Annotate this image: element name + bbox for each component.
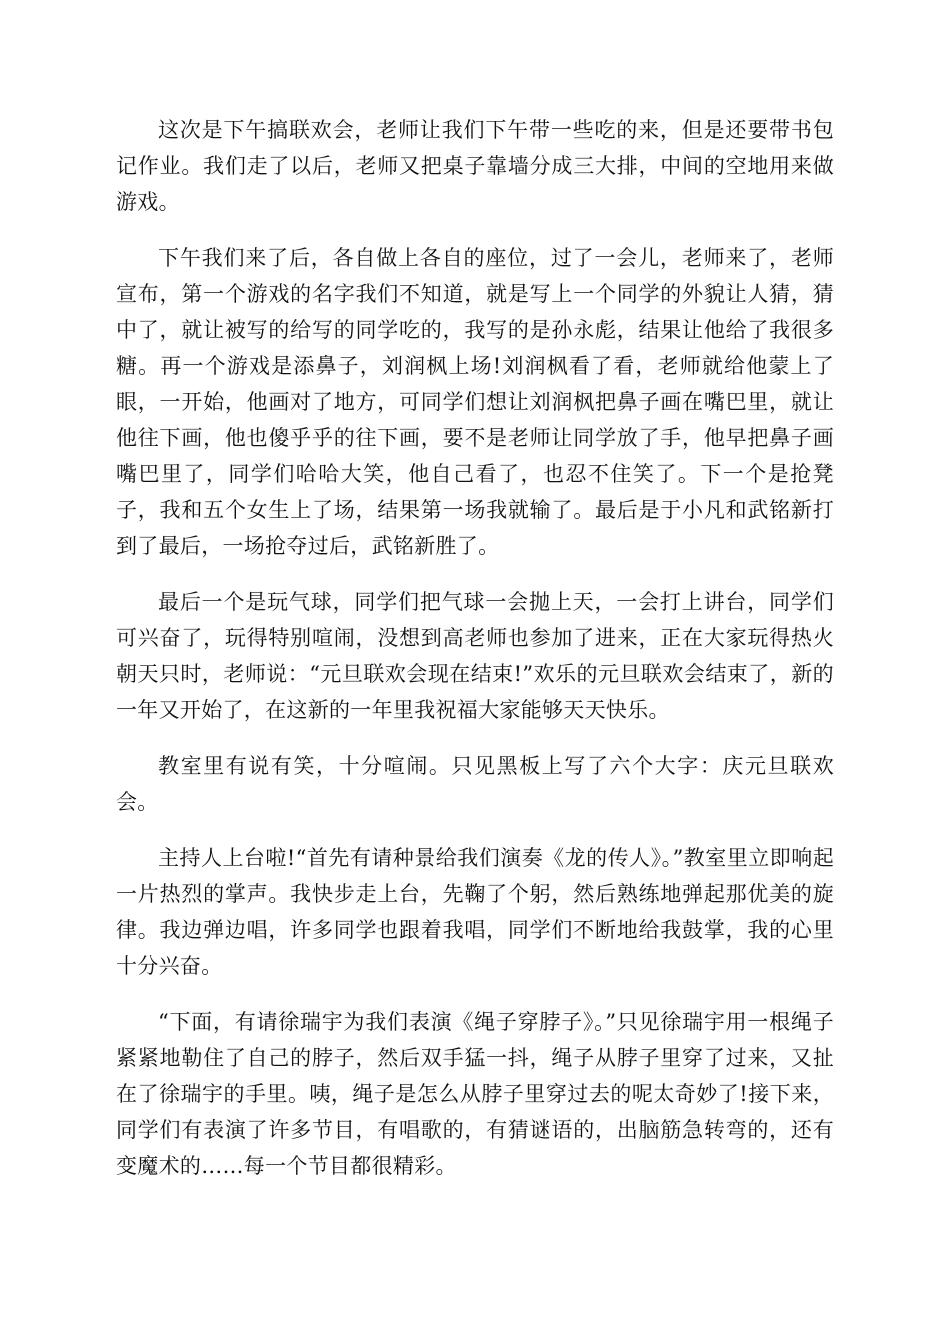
paragraph-1: 这次是下午搞联欢会，老师让我们下午带一些吃的来，但是还要带书包记作业。我们走了以后，老师又把桌子靠墙分成三大排，中间的空地用来做游戏。 — [116, 118, 834, 214]
document-body — [116, 112, 834, 1204]
paragraph-3: 最后一个是玩气球，同学们把气球一会抛上天，一会打上讲台，同学们可兴奋了，玩得特别喧闹，没想到高老师也参加了进来，正在大家玩得热火朝天只时，老师说：“元旦联欢会现在结束!”欢乐的元旦联欢会结束了，新的一年又开始了，在这新的一年里我祝福大家能够天天快乐。 — [116, 590, 834, 722]
paragraph-5: 主持人上台啦!“首先有请种景给我们演奏《龙的传人》。”教室里立即响起一片热烈的掌声。我快步走上台，先鞠了个躬，然后熟练地弹起那优美的旋律。我边弹边唱，许多同学也跟着我唱，同学们不断地给我鼓掌，我的心里十分兴奋。 — [116, 846, 834, 978]
paragraph-6: “下面，有请徐瑞宇为我们表演《绳子穿脖子》。”只见徐瑞宇用一根绳子紧紧地勒住了自己的脖子，然后双手猛一抖，绳子从脖子里穿了过来，又扯在了徐瑞宇的手里。咦，绳子是怎么从脖子里穿过去的呢太奇妙了!接下来，同学们有表演了许多节目，有唱歌的，有猜谜语的，出脑筋急转弯的，还有变魔术的……每一个节目都很精彩。 — [116, 1010, 834, 1178]
paragraph-2: 下午我们来了后，各自做上各自的座位，过了一会儿，老师来了，老师宣布，第一个游戏的名字我们不知道，就是写上一个同学的外貌让人猜，猜中了，就让被写的给写的同学吃的，我写的是孙永彪，结果让他给了我很多糖。再一个游戏是添鼻子，刘润枫上场!刘润枫看了看，老师就给他蒙上了眼，一开始，他画对了地方，可同学们想让刘润枫把鼻子画在嘴巴里，就让他往下画，他也傻乎乎的往下画，要不是老师让同学放了手，他早把鼻子画嘴巴里了，同学们哈哈大笑，他自己看了，也忍不住笑了。下一个是抢凳子，我和五个女生上了场，结果第一场我就输了。最后是于小凡和武铭新打到了最后，一场抢夺过后，武铭新胜了。 — [116, 246, 834, 558]
paragraph-4: 教室里有说有笑，十分喧闹。只见黑板上写了六个大字：庆元旦联欢会。 — [116, 754, 834, 814]
